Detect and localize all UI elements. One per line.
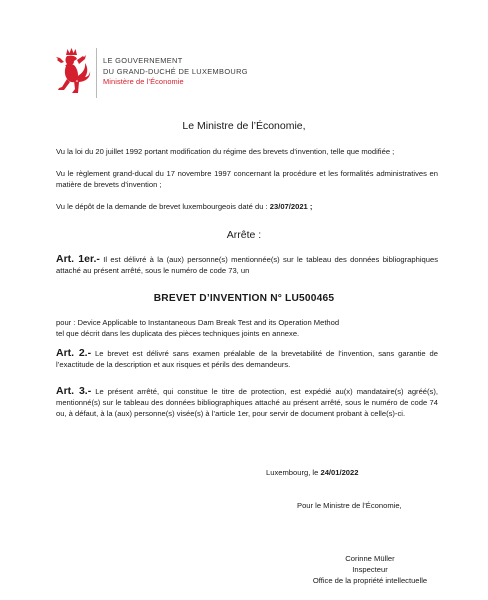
- invention-annex-line: tel que décrit dans les duplicata des pièces techniques joints en annexe.: [56, 328, 300, 338]
- letterhead-divider: [96, 48, 97, 98]
- signatory-role: Inspecteur: [352, 564, 388, 574]
- article-3-label: Art. 3.-: [56, 385, 92, 397]
- government-line-2: DU GRAND-DUCHÉ DE LUXEMBOURG: [103, 66, 248, 76]
- preamble-reglement: Vu le règlement grand-ducal du 17 novembre 1997 concernant la procédure et les formalités administratives en matière de brevets d’invention ;: [56, 169, 438, 189]
- invention-description: [56, 318, 438, 340]
- depot-date: 23/07/2021 ;: [269, 202, 313, 211]
- signatory-office: Office de la propriété intellectuelle: [312, 575, 428, 585]
- issue-date: 24/01/2022: [320, 468, 359, 477]
- for-minister: Pour le Ministre de l’Économie,: [297, 501, 402, 510]
- ministry-name: Ministère de l’Économie: [103, 77, 184, 87]
- government-line-1: LE GOUVERNEMENT: [103, 56, 183, 65]
- place-date: [266, 468, 358, 479]
- signature-block: [288, 554, 452, 586]
- article-1: [56, 254, 438, 277]
- article-2-text: Le brevet est délivré sans examen préalable de la brevetabilité de l’invention, sans garantie de l’exactitude de la description et aux risques et périls des demandeurs.: [56, 349, 438, 369]
- letterhead: [103, 56, 248, 88]
- signatory-name: Corinne Müller: [345, 554, 395, 563]
- brevet-number: BREVET D’INVENTION N° LU500465: [153, 293, 335, 304]
- article-2-label: Art. 2.-: [56, 347, 92, 359]
- article-3-text: Le présent arrêté, qui constitue le titre de protection, est expédié au(x) mandataire(s) agréé(s), mentionné(s) sur le tableau des données bibliographiques attaché au présent arrêté, sous le numéro de code 74 ou, à défaut, à la (aux) personne(s) visée(s) à l’article 1er, pour servir de document probant à celle(s)-ci.: [56, 387, 438, 418]
- depot-text: Vu le dépôt de la demande de brevet luxembourgeois daté du :: [56, 202, 270, 211]
- preamble-depot: [56, 202, 438, 213]
- preamble-loi: Vu la loi du 20 juillet 1992 portant modification du régime des brevets d’invention, telle que modifiée ;: [56, 147, 395, 156]
- article-2: [56, 348, 438, 371]
- document-title: Le Ministre de l’Économie,: [182, 120, 306, 132]
- article-3: [56, 386, 438, 419]
- invention-title-line: pour : Device Applicable to Instantaneous Dam Break Test and its Operation Method: [56, 318, 340, 327]
- article-1-label: Art. 1er.-: [56, 253, 100, 265]
- arrete-heading: Arrête :: [226, 229, 262, 241]
- place: Luxembourg, le: [266, 468, 321, 477]
- red-lion-icon: [55, 47, 91, 105]
- article-1-text: Il est délivré à la (aux) personne(s) mentionnée(s) sur le tableau des données bibliographiques attaché au présent arrêté, sous le numéro de code 73, un: [56, 255, 438, 275]
